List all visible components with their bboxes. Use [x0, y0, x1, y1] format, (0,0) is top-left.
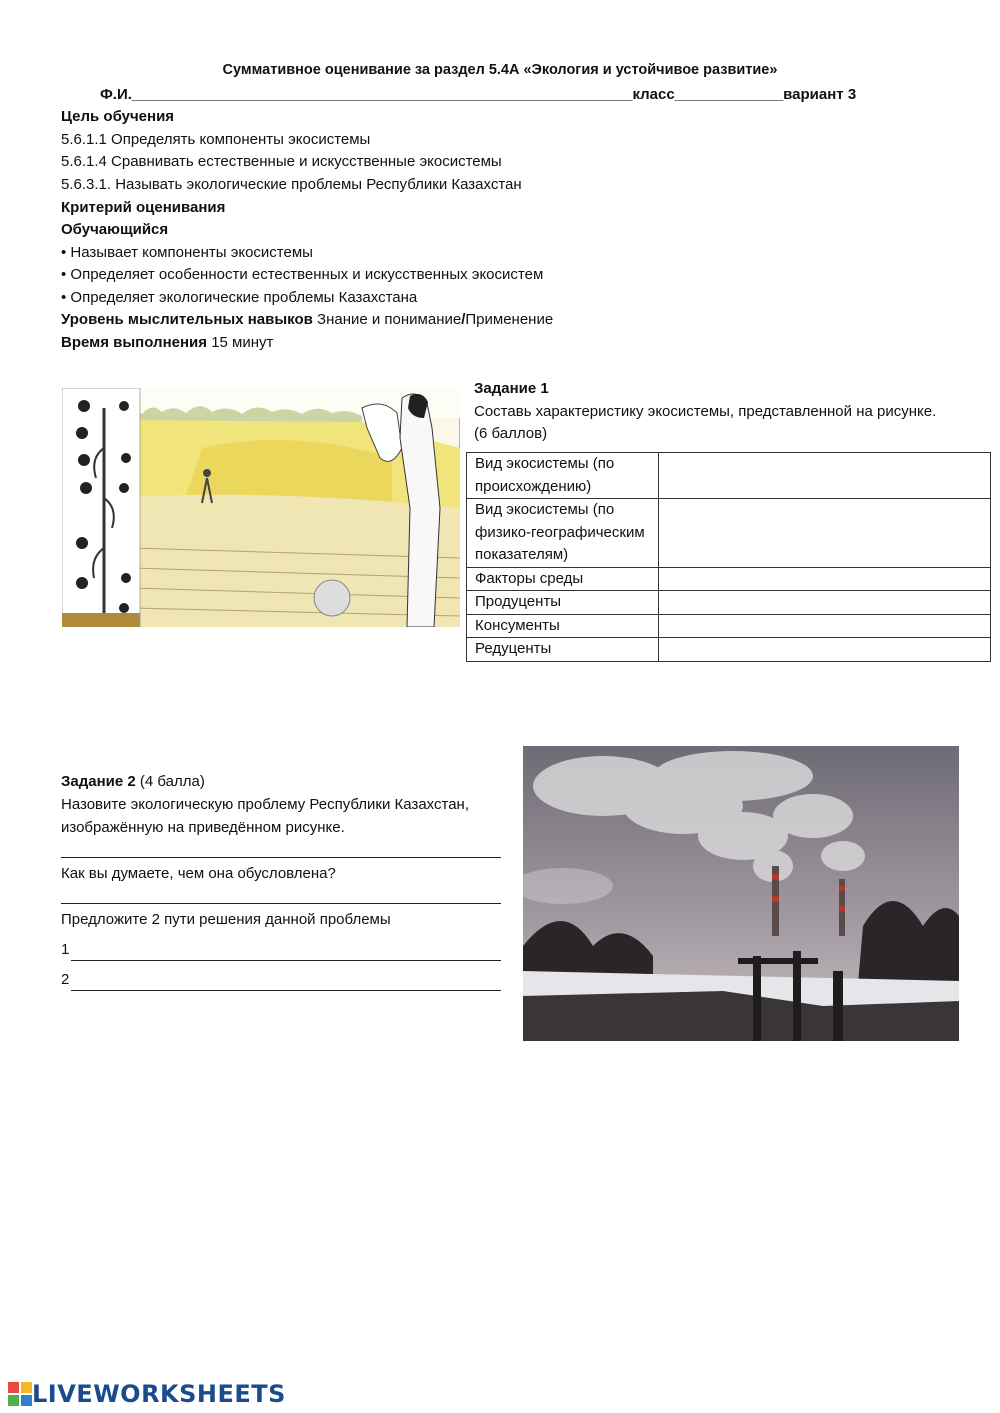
task2-heading: Задание 2: [61, 773, 136, 790]
time-value: 15 минут: [211, 334, 274, 351]
solution-line-2[interactable]: [61, 961, 501, 991]
criteria-item: • Определяет экологические проблемы Казахстана: [61, 289, 418, 306]
name-class-variant-line: Ф.И.____________________________________________________________класс_____________вариант 3: [100, 86, 857, 103]
logo-blocks-icon: [8, 1382, 32, 1406]
objective-item: 5.6.1.4 Сравнивать естественные и искусственные экосистемы: [61, 153, 502, 170]
answer-line-1[interactable]: [61, 839, 501, 858]
skills-label: Уровень мыслительных навыков: [61, 311, 313, 328]
solution-line-1[interactable]: [61, 931, 501, 961]
criteria-heading: Критерий оценивания: [61, 199, 226, 216]
task1-text: Составь характеристику экосистемы, представленной на рисунке. (6 баллов): [474, 402, 937, 442]
time-line: [61, 334, 273, 351]
skills-line: [61, 311, 553, 328]
task2-points: (4 балла): [139, 773, 205, 790]
solution-number: 2: [61, 971, 70, 988]
table-row: [467, 591, 991, 615]
skills-value-b: Применение: [465, 311, 554, 328]
answer-cell[interactable]: [659, 453, 991, 499]
answer-cell[interactable]: [659, 591, 991, 615]
criteria-item: • Определяет особенности естественных и искусственных экосистем: [61, 266, 544, 283]
answer-cell[interactable]: [659, 499, 991, 568]
answer-line-2[interactable]: [61, 885, 501, 904]
table-row: [467, 499, 991, 568]
objective-item: 5.6.3.1. Называть экологические проблемы Республики Казахстан: [61, 176, 522, 193]
solution-number: 1: [61, 941, 70, 958]
task1-heading: Задание 1: [474, 380, 549, 397]
row-label: Вид экосистемы (по происхождению): [467, 453, 659, 499]
time-label: Время выполнения: [61, 334, 208, 351]
skills-value-a: Знание и понимание: [317, 311, 462, 328]
row-label: Продуценты: [467, 591, 659, 615]
task2-block: [61, 770, 501, 991]
criteria-subheading: Обучающийся: [61, 221, 169, 238]
table-row: [467, 453, 991, 499]
document-title: Суммативное оценивание за раздел 5.4А «Экология и устойчивое развитие»: [222, 62, 778, 78]
row-label: Редуценты: [467, 638, 659, 662]
ecosystem-characteristics-table: [466, 452, 991, 662]
task2-question2: Как вы думаете, чем она обусловлена?: [61, 865, 336, 882]
logo-text: LIVEWORKSHEETS: [32, 1380, 286, 1408]
table-row: [467, 614, 991, 638]
liveworksheets-logo: [8, 1380, 286, 1408]
table-row: [467, 638, 991, 662]
task1-block: [474, 378, 944, 446]
table-row: [467, 567, 991, 591]
answer-cell[interactable]: [659, 567, 991, 591]
objective-item: 5.6.1.1 Определять компоненты экосистемы: [61, 131, 371, 148]
task2-question3: Предложите 2 пути решения данной проблемы: [61, 911, 391, 928]
answer-cell[interactable]: [659, 638, 991, 662]
criteria-item: • Называет компоненты экосистемы: [61, 244, 313, 261]
objectives-heading: Цель обучения: [61, 108, 175, 125]
row-label: Факторы среды: [467, 567, 659, 591]
skills-slash: /: [461, 311, 466, 328]
row-label: Консументы: [467, 614, 659, 638]
ecosystem-field-illustration: [62, 388, 460, 627]
answer-cell[interactable]: [659, 614, 991, 638]
task2-question1: Назовите экологическую проблему Республики Казахстан, изображённую на приведённом рисунке.: [61, 796, 469, 836]
row-label: Вид экосистемы (по физико-географическим показателям): [467, 499, 659, 568]
smokestacks-photo: [523, 746, 959, 1041]
